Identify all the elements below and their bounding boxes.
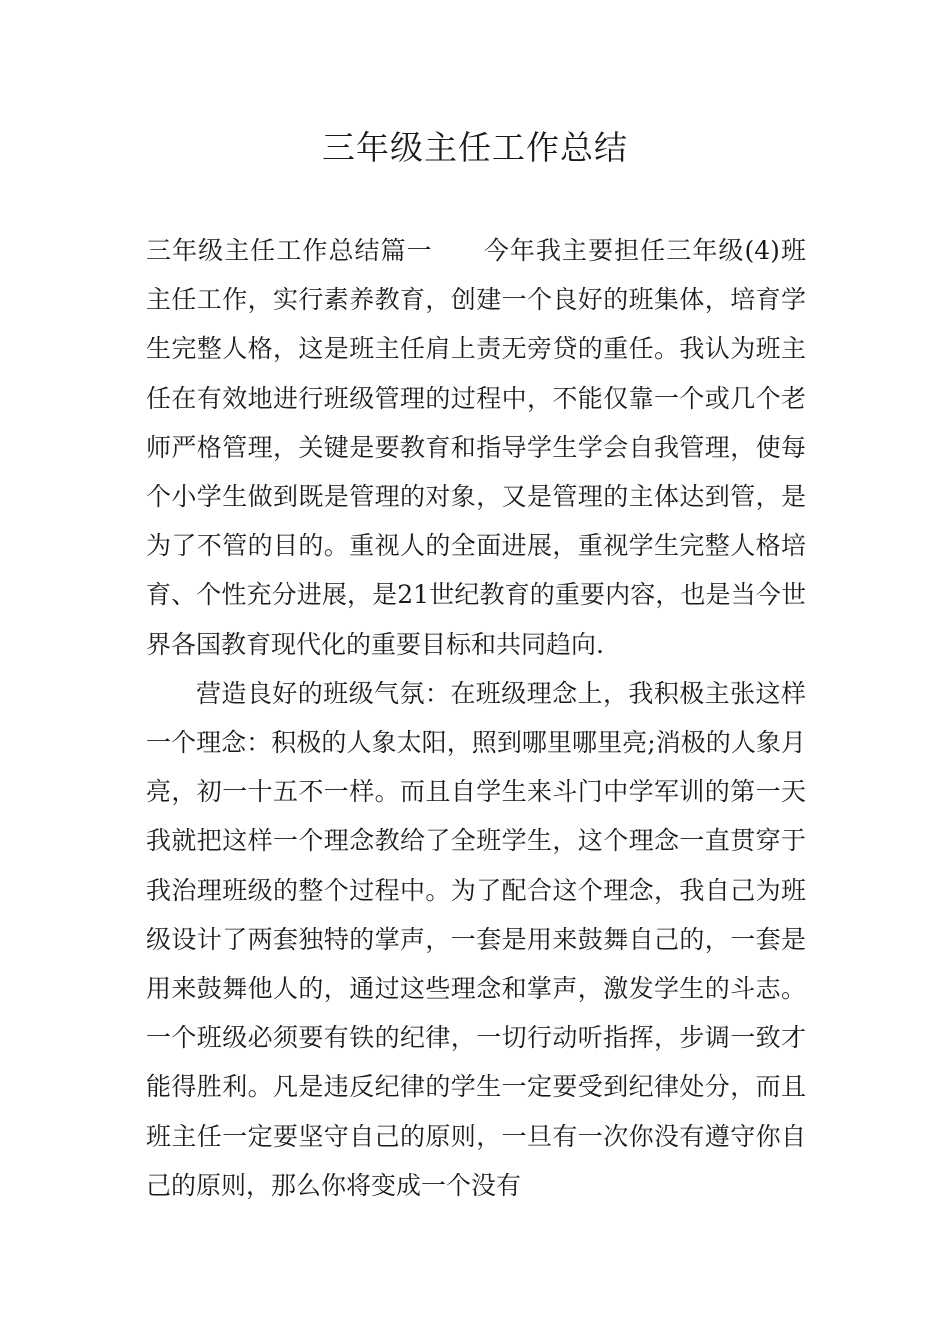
document-body — [146, 226, 806, 1210]
document-title: 三年级主任工作总结 — [322, 128, 628, 167]
paragraph-1-text: 今年我主要担任三年级(4)班主任工作，实行素养教育，创建一个良好的班集体，培育学生完整人格，这是班主任肩上责无旁贷的重任。我认为班主任在有效地进行班级管理的过程中，不能仅靠一个或几个老师严格管理，关键是要教育和指导学生学会自我管理，使每个小学生做到既是管理的对象，又是管理的主体达到管，是为了不管的目的。重视人的全面进展，重视学生完整人格培育、个性充分进展，是21世纪教育的重要内容，也是当今世界各国教育现代化的重要目标和共同趋向. — [146, 236, 806, 659]
paragraph-1 — [146, 226, 806, 669]
paragraph-2: 营造良好的班级气氛：在班级理念上，我积极主张这样一个理念：积极的人象太阳，照到哪里哪里亮;消极的人象月亮，初一十五不一样。而且自学生来斗门中学军训的第一天我就把这样一个理念教给了全班学生，这个理念一直贯穿于我治理班级的整个过程中。为了配合这个理念，我自己为班级设计了两套独特的掌声，一套是用来鼓舞自己的，一套是用来鼓舞他人的，通过这些理念和掌声，激发学生的斗志。一个班级必须要有铁的纪律，一切行动听指挥，步调一致才能得胜利。凡是违反纪律的学生一定要受到纪律处分，而且班主任一定要坚守自己的原则，一旦有一次你没有遵守你自己的原则，那么你将变成一个没有 — [146, 678, 806, 1200]
section-heading: 三年级主任工作总结篇一 — [146, 236, 433, 265]
